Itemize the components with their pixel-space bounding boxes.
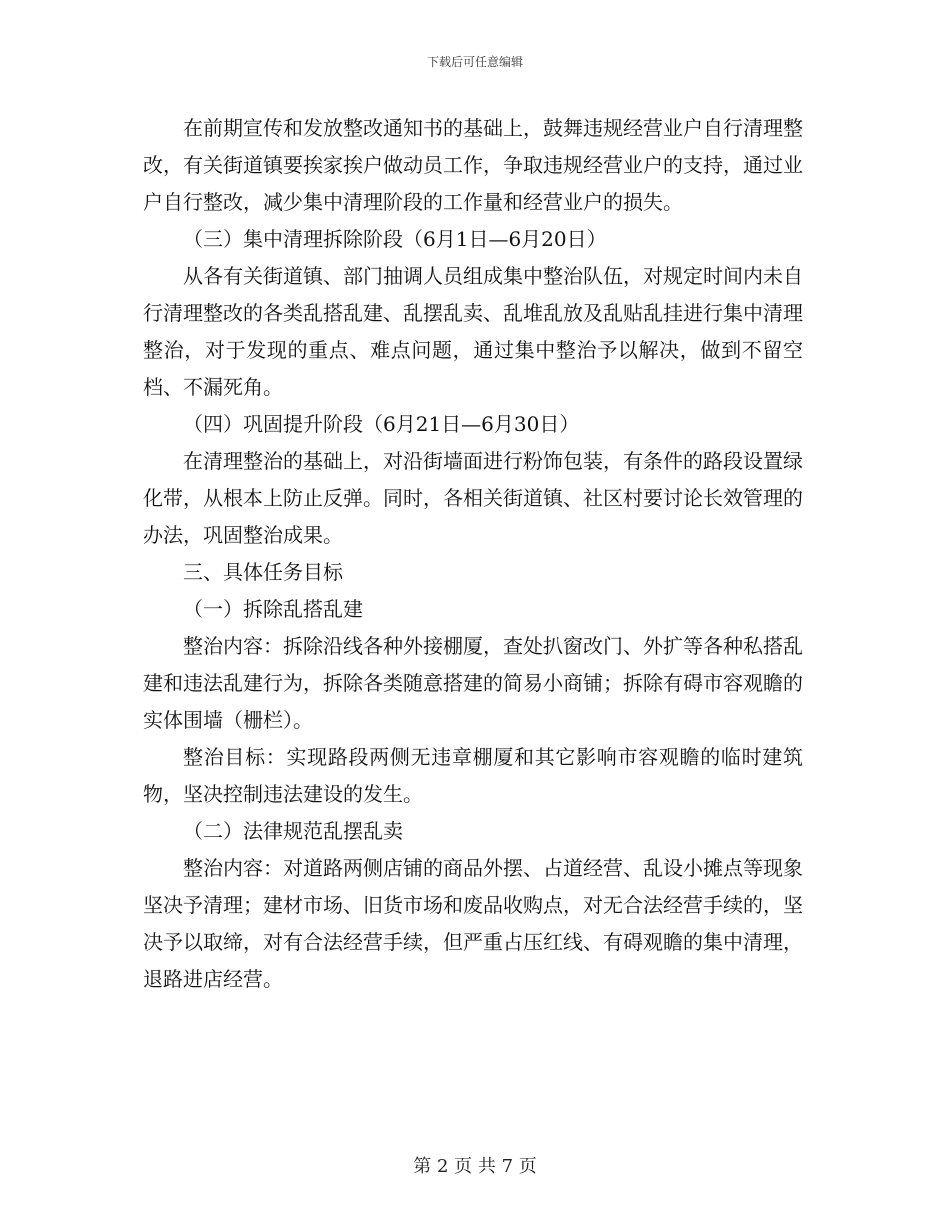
- document-body: [143, 110, 803, 998]
- heading-section-three: 三、具体任务目标: [183, 560, 343, 584]
- heading-subsection-one: （一）拆除乱搭乱建: [183, 597, 363, 621]
- page-number: 第 2 页 共 7 页: [413, 1156, 537, 1177]
- heading-phase-four: （四）巩固提升阶段（6月21日—6月30日）: [183, 412, 580, 436]
- heading-phase-three: （三）集中清理拆除阶段（6月1日—6月20日）: [183, 227, 607, 251]
- paragraph-goal-one: 整治目标：实现路段两侧无违章棚厦和其它影响市容观瞻的临时建筑物，坚决控制违法建设的发生。: [143, 745, 803, 806]
- paragraph-centralized-cleanup: 从各有关街道镇、部门抽调人员组成集中整治队伍，对规定时间内未自行清理整改的各类乱搭乱建、乱摆乱卖、乱堆乱放及乱贴乱挂进行集中清理整治，对于发现的重点、难点问题，通过集中整治予以解决，做到不留空档、不漏死角。: [143, 264, 803, 399]
- paragraph-self-rectification: 在前期宣传和发放整改通知书的基础上，鼓舞违规经营业户自行清理整改，有关街道镇要挨家挨户做动员工作，争取违规经营业户的支持，通过业户自行整改，减少集中清理阶段的工作量和经营业户的损失。: [143, 116, 803, 214]
- paragraph-content-one: 整治内容：拆除沿线各种外接棚厦，查处扒窗改门、外扩等各种私搭乱建和违法乱建行为，拆除各类随意搭建的简易小商铺；拆除有碍市容观瞻的实体围墙（栅栏）。: [143, 634, 803, 732]
- paragraph-content-two: 整治内容：对道路两侧店铺的商品外摆、占道经营、乱设小摊点等现象坚决予清理；建材市场、旧货市场和废品收购点，对无合法经营手续的，坚决予以取缔，对有合法经营手续，但严重占压红线、有碍观瞻的集中清理，退路进店经营。: [143, 856, 803, 991]
- paragraph-consolidation: 在清理整治的基础上，对沿街墙面进行粉饰包装，有条件的路段设置绿化带，从根本上防止反弹。同时，各相关街道镇、社区村要讨论长效管理的办法，巩固整治成果。: [143, 449, 803, 547]
- heading-subsection-two: （二）法律规范乱摆乱卖: [183, 819, 403, 843]
- download-note: 下载后可任意编辑: [426, 55, 523, 69]
